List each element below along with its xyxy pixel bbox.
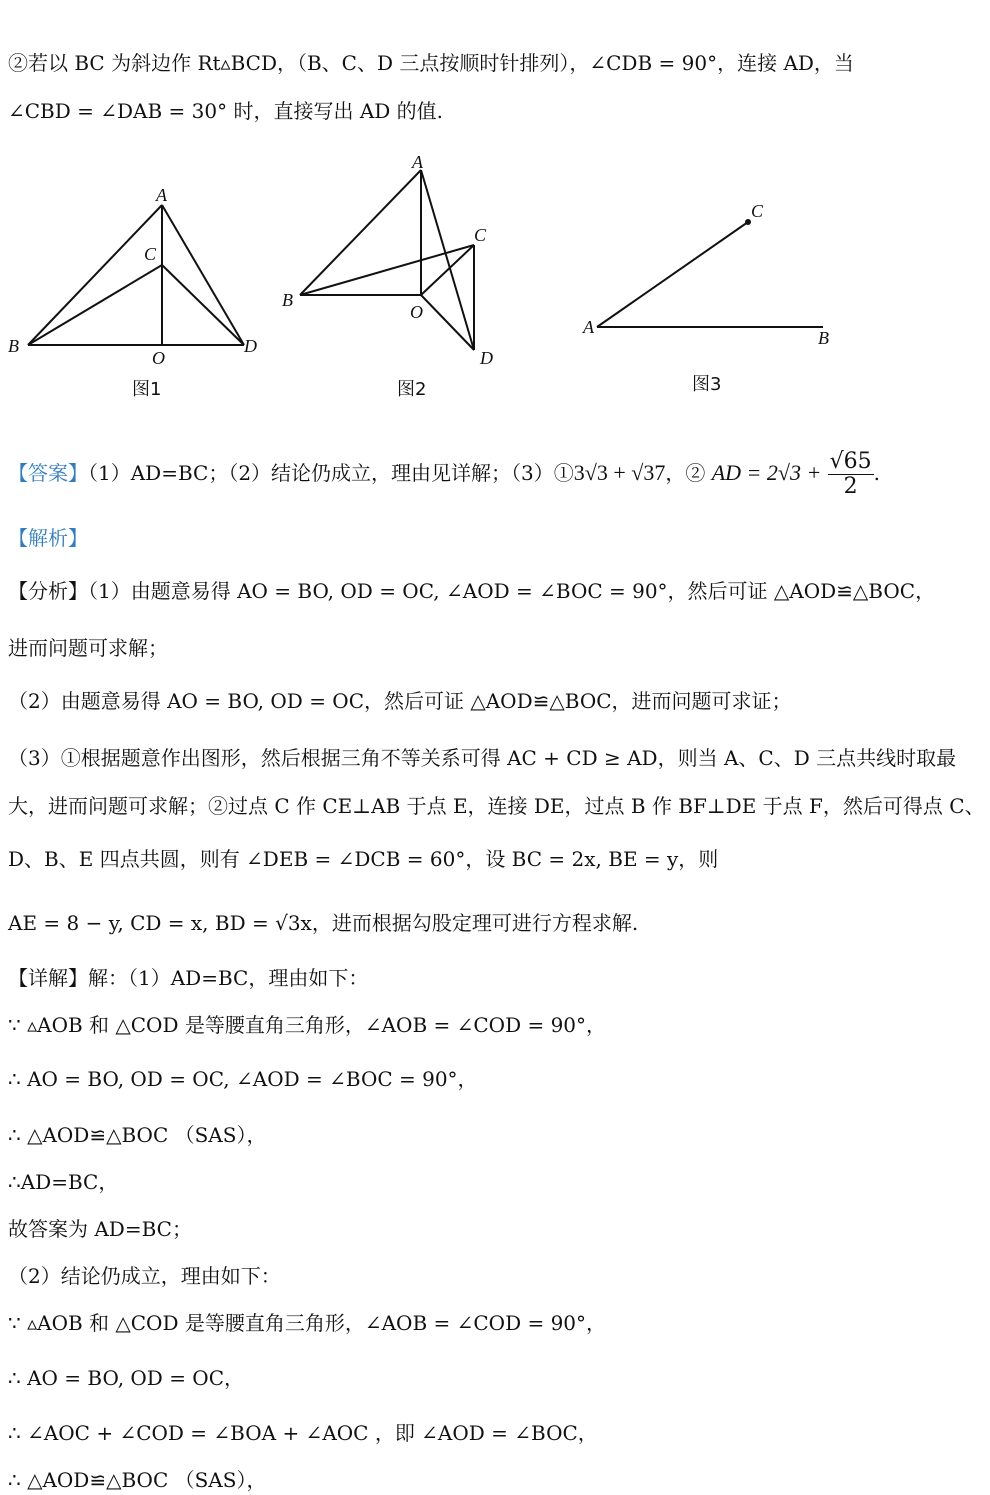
fig1-label-d: D — [244, 336, 257, 356]
answer-fraction — [828, 450, 874, 499]
figure-1-diagram — [0, 180, 280, 400]
detail-line-10: ∴ ∠AOC + ∠COD = ∠BOA + ∠AOC ，即 ∠AOD = ∠BOC， — [8, 1421, 598, 1445]
detail-line-9: ∴ AO = BO, OD = OC， — [8, 1366, 245, 1390]
answer-expr-2: AD = 2√3 + — [711, 460, 822, 485]
detail-line-11: ∴ △AOD≌△BOC （SAS）， — [8, 1468, 267, 1492]
fig2-label-d: D — [480, 348, 493, 368]
fig1-label-b: B — [8, 336, 19, 356]
analysis-line-4: （3）①根据题意作出图形，然后根据三角不等关系可得 AC + CD ≥ AD，则当 A、C、D 三点共线时取最 — [8, 746, 957, 770]
answer-fraction-denominator: 2 — [843, 474, 858, 499]
detail-line-3: ∴ AO = BO, OD = OC, ∠AOD = ∠BOC = 90°， — [8, 1067, 478, 1091]
answer-end: . — [873, 461, 881, 485]
fig2-label-o: O — [410, 302, 423, 322]
answer-fraction-numerator: √65 — [829, 449, 872, 474]
figure-3 — [575, 195, 855, 405]
figure-2 — [270, 150, 530, 400]
analysis-tag: 【解析】 — [8, 526, 88, 550]
answer-line — [8, 450, 880, 499]
analysis-line-6: D、B、E 四点共圆，则有 ∠DEB = ∠DCB = 60°，设 BC = 2x, BE = y，则 — [8, 847, 719, 871]
fig3-label-c: C — [751, 201, 764, 221]
question-part2-line1: ②若以 BC 为斜边作 Rt▵BCD，（B、C、D 三点按顺时针排列），∠CDB = 90°，连接 AD，当 — [8, 51, 854, 75]
figure-1 — [0, 180, 280, 400]
fig1-label-a: A — [156, 185, 167, 205]
detail-line-4: ∴ △AOD≌△BOC （SAS）， — [8, 1123, 267, 1147]
fig2-label-a: A — [412, 152, 423, 172]
analysis-line-7: AE = 8 − y, CD = x, BD = √3x，进而根据勾股定理可进行方程求解. — [8, 911, 639, 935]
detail-line-8: ∵ ▵AOB 和 △COD 是等腰直角三角形，∠AOB = ∠COD = 90°， — [8, 1311, 607, 1335]
fig1-label-o: O — [152, 348, 165, 368]
fig1-label-c: C — [144, 244, 157, 264]
detail-line-5: ∴AD=BC， — [8, 1170, 119, 1194]
answer-tag: 【答案】 — [8, 461, 88, 485]
fig2-label-b: B — [282, 290, 293, 310]
fig3-caption: 图3 — [692, 374, 722, 395]
detail-line-7: （2）结论仍成立，理由如下： — [8, 1264, 281, 1288]
analysis-line-2: 进而问题可求解； — [8, 636, 168, 660]
fig2-label-c: C — [474, 225, 487, 245]
answer-text-1: （1）AD=BC；（2）结论仍成立，理由见详解；（3）① — [88, 461, 574, 485]
fig2-caption: 图2 — [397, 379, 427, 400]
question-part2-line2: ∠CBD = ∠DAB = 30° 时，直接写出 AD 的值. — [8, 99, 444, 123]
analysis-line-1: 【分析】（1）由题意易得 AO = BO, OD = OC, ∠AOD = ∠BOC = 90°，然后可证 △AOD≌△BOC， — [8, 579, 936, 603]
detail-line-1: 【详解】解：（1）AD=BC，理由如下： — [8, 966, 369, 990]
analysis-line-5: 大，进而问题可求解；②过点 C 作 CE⊥AB 于点 E，连接 DE，过点 B 作 BF⊥DE 于点 F，然后可得点 C、 — [8, 794, 985, 818]
answer-text-2: ，② — [665, 461, 712, 485]
detail-line-2: ∵ ▵AOB 和 △COD 是等腰直角三角形，∠AOB = ∠COD = 90°， — [8, 1013, 607, 1037]
fig3-label-b: B — [818, 328, 829, 348]
fig1-caption: 图1 — [132, 379, 162, 400]
answer-expr-1: 3√3 + √37 — [573, 460, 666, 485]
detail-line-6: 故答案为 AD=BC； — [8, 1217, 192, 1241]
fig3-label-a: A — [583, 317, 594, 337]
analysis-line-3: （2）由题意易得 AO = BO, OD = OC，然后可证 △AOD≌△BOC，进而问题可求证； — [8, 689, 792, 713]
